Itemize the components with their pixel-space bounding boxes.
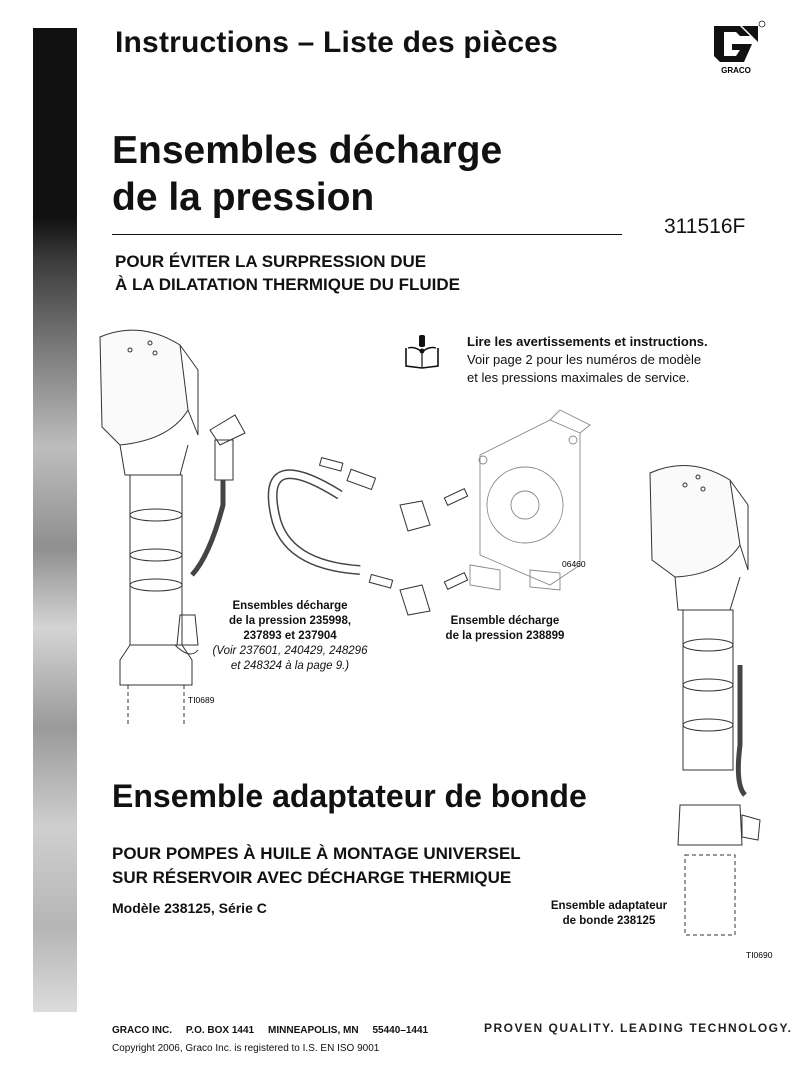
document-title-line2: de la pression bbox=[112, 176, 375, 219]
caption-left-line3: 237893 et 237904 bbox=[243, 630, 337, 642]
subtitle-line1: POUR ÉVITER LA SURPRESSION DUE bbox=[115, 252, 427, 271]
footer-tagline: PROVEN QUALITY. LEADING TECHNOLOGY. bbox=[484, 1021, 793, 1035]
footer-copyright: Copyright 2006, Graco Inc. is registered to I.S. EN ISO 9001 bbox=[112, 1043, 380, 1054]
sidebar-band bbox=[33, 28, 77, 1012]
section-subtitle-line2: SUR RÉSERVOIR AVEC DÉCHARGE THERMIQUE bbox=[112, 868, 512, 887]
graco-logo bbox=[706, 20, 766, 76]
document-subtitle bbox=[115, 250, 460, 296]
caption-center-line2: de la pression 238899 bbox=[445, 630, 565, 642]
subtitle-line2: À LA DILATATION THERMIQUE DU FLUIDE bbox=[115, 275, 461, 294]
right-pump-drawing bbox=[650, 465, 760, 935]
caption-right-line1: Ensemble adaptateur bbox=[550, 900, 668, 912]
caption-right bbox=[534, 899, 684, 929]
document-title-line1: Ensembles décharge bbox=[112, 129, 503, 172]
document-number: 311516F bbox=[664, 215, 746, 238]
footer-company: GRACO INC. bbox=[112, 1025, 172, 1036]
warning-line3: et les pressions maximales de service. bbox=[467, 370, 690, 385]
warning-line2: Voir page 2 pour les numéros de modèle bbox=[467, 352, 702, 367]
caption-left-note2: et 248324 à la page 9.) bbox=[230, 660, 350, 672]
right-figure-code: TI0690 bbox=[746, 950, 773, 960]
caption-center bbox=[420, 614, 590, 644]
logo-wordmark: GRACO bbox=[721, 66, 751, 75]
caption-left-line2: de la pression 235998, bbox=[228, 615, 352, 627]
footer-address-line bbox=[112, 1022, 428, 1040]
footer-zip: 55440–1441 bbox=[372, 1025, 429, 1036]
left-figure-code: TI0689 bbox=[188, 695, 215, 705]
title-divider bbox=[112, 234, 622, 235]
model-label: Modèle 238125, Série C bbox=[112, 900, 267, 916]
document-title bbox=[112, 127, 502, 221]
caption-center-line1: Ensemble décharge bbox=[450, 615, 560, 627]
caption-right-line2: de bonde 238125 bbox=[562, 915, 656, 927]
section-subtitle-line1: POUR POMPES À HUILE À MONTAGE UNIVERSEL bbox=[112, 844, 521, 863]
caption-left-note1: (Voir 237601, 240429, 248296 bbox=[212, 645, 368, 657]
warning-line1: Lire les avertissements et instructions. bbox=[467, 334, 708, 349]
page-header-title: Instructions – Liste des pièces bbox=[115, 26, 559, 59]
caption-left-line1: Ensembles décharge bbox=[232, 600, 348, 612]
section-title: Ensemble adaptateur de bonde bbox=[112, 778, 587, 814]
footer-city: MINNEAPOLIS, MN bbox=[268, 1025, 359, 1036]
center-kit-drawing bbox=[273, 458, 468, 615]
section-subtitle bbox=[112, 842, 521, 890]
footer-address bbox=[112, 1022, 428, 1058]
center-figure-code: 06460 bbox=[562, 559, 586, 569]
caption-left bbox=[206, 599, 374, 674]
footer-box: P.O. BOX 1441 bbox=[185, 1025, 255, 1036]
